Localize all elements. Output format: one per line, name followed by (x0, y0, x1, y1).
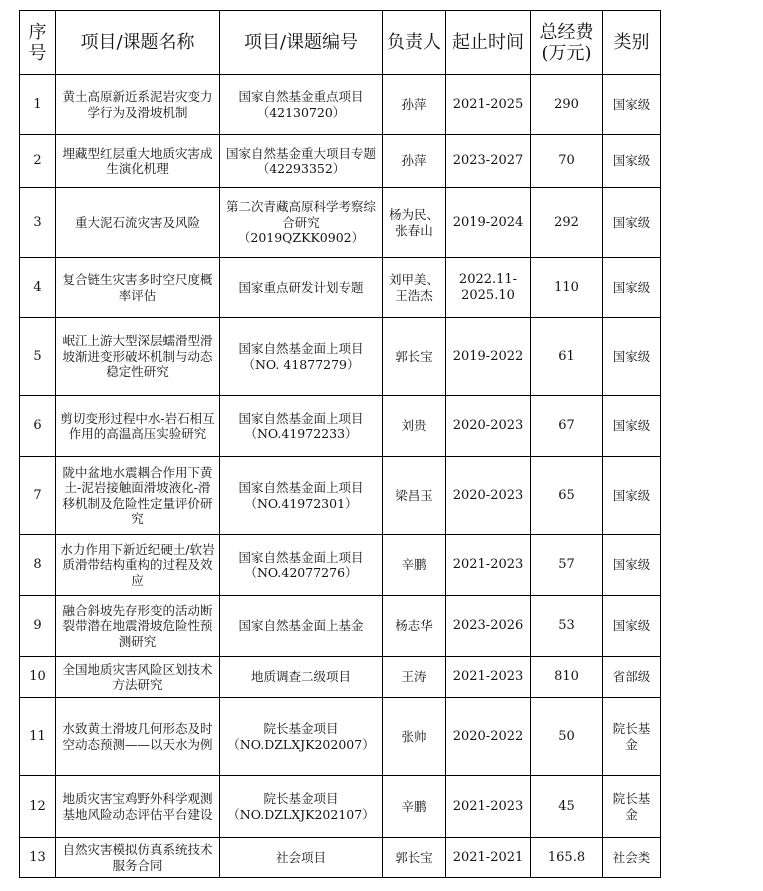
row-leader: 刘甲美、王浩杰 (383, 258, 446, 318)
row-name: 水致黄土滑坡几何形态及时空动态预测——以天水为例 (56, 698, 220, 776)
row-id: 13 (20, 838, 56, 878)
row-code: 院长基金项目（NO.DZLXJK202107） (220, 776, 383, 838)
row-category: 国家级 (603, 188, 661, 258)
row-period: 2022.11-2025.10 (446, 258, 531, 318)
row-period: 2020-2022 (446, 698, 531, 776)
row-code: 地质调查二级项目 (220, 657, 383, 698)
row-code: 国家自然基金面上项目（NO. 41877279） (220, 318, 383, 396)
row-name: 重大泥石流灾害及风险 (56, 188, 220, 258)
row-id: 8 (20, 535, 56, 596)
row-period: 2021-2025 (446, 75, 531, 135)
table-row (20, 396, 661, 457)
row-period: 2019-2024 (446, 188, 531, 258)
row-code: 国家自然基金面上项目（NO.41972301） (220, 457, 383, 535)
row-id: 12 (20, 776, 56, 838)
row-funding: 292 (531, 188, 603, 258)
row-leader: 杨志华 (383, 596, 446, 657)
row-category: 院长基金 (603, 776, 661, 838)
row-category: 院长基金 (603, 698, 661, 776)
header-category: 类别 (603, 11, 661, 75)
row-code: 国家自然基金重点项目（42130720） (220, 75, 383, 135)
row-name: 全国地质灾害风险区划技术方法研究 (56, 657, 220, 698)
row-id: 11 (20, 698, 56, 776)
row-name: 岷江上游大型深层蠕滑型滑坡渐进变形破坏机制与动态稳定性研究 (56, 318, 220, 396)
header-leader: 负责人 (383, 11, 446, 75)
row-category: 国家级 (603, 258, 661, 318)
row-id: 3 (20, 188, 56, 258)
row-funding: 810 (531, 657, 603, 698)
row-category: 国家级 (603, 535, 661, 596)
row-leader: 孙萍 (383, 75, 446, 135)
row-code: 社会项目 (220, 838, 383, 878)
row-code: 国家自然基金面上项目（NO.41972233） (220, 396, 383, 457)
table-row (20, 75, 661, 135)
row-name: 剪切变形过程中水-岩石相互作用的高温高压实验研究 (56, 396, 220, 457)
row-category: 国家级 (603, 396, 661, 457)
row-id: 6 (20, 396, 56, 457)
row-category: 国家级 (603, 135, 661, 188)
row-leader: 辛鹏 (383, 535, 446, 596)
row-category: 社会类 (603, 838, 661, 878)
row-funding: 110 (531, 258, 603, 318)
table-row (20, 258, 661, 318)
row-period: 2021-2023 (446, 657, 531, 698)
table-row (20, 776, 661, 838)
row-code: 国家自然基金重大项目专题（42293352） (220, 135, 383, 188)
row-leader: 张帅 (383, 698, 446, 776)
row-period: 2021-2023 (446, 776, 531, 838)
row-id: 9 (20, 596, 56, 657)
row-name: 地质灾害宝鸡野外科学观测基地风险动态评估平台建设 (56, 776, 220, 838)
table-row (20, 318, 661, 396)
row-leader: 梁昌玉 (383, 457, 446, 535)
row-code: 国家自然基金面上基金 (220, 596, 383, 657)
row-funding: 70 (531, 135, 603, 188)
row-name: 复合链生灾害多时空尺度概率评估 (56, 258, 220, 318)
row-name: 水力作用下新近纪硬土/软岩质滑带结构重构的过程及效应 (56, 535, 220, 596)
header-row (20, 11, 661, 75)
row-category: 国家级 (603, 596, 661, 657)
row-leader: 杨为民、张春山 (383, 188, 446, 258)
project-table-container (19, 10, 661, 878)
row-leader: 孙萍 (383, 135, 446, 188)
table-row (20, 535, 661, 596)
row-category: 国家级 (603, 75, 661, 135)
row-id: 2 (20, 135, 56, 188)
row-name: 融合斜坡先存形变的活动断裂带潜在地震滑坡危险性预测研究 (56, 596, 220, 657)
row-leader: 郭长宝 (383, 838, 446, 878)
row-funding: 290 (531, 75, 603, 135)
row-period: 2021-2021 (446, 838, 531, 878)
row-funding: 67 (531, 396, 603, 457)
header-period: 起止时间 (446, 11, 531, 75)
row-id: 1 (20, 75, 56, 135)
row-code: 国家重点研发计划专题 (220, 258, 383, 318)
row-category: 国家级 (603, 318, 661, 396)
row-funding: 53 (531, 596, 603, 657)
row-id: 7 (20, 457, 56, 535)
row-period: 2021-2023 (446, 535, 531, 596)
row-period: 2019-2022 (446, 318, 531, 396)
project-table (19, 10, 661, 878)
row-funding: 50 (531, 698, 603, 776)
row-category: 国家级 (603, 457, 661, 535)
row-leader: 刘贵 (383, 396, 446, 457)
table-row (20, 838, 661, 878)
row-funding: 65 (531, 457, 603, 535)
row-period: 2023-2027 (446, 135, 531, 188)
table-row (20, 457, 661, 535)
row-id: 5 (20, 318, 56, 396)
row-period: 2023-2026 (446, 596, 531, 657)
row-leader: 郭长宝 (383, 318, 446, 396)
row-leader: 辛鹏 (383, 776, 446, 838)
row-name: 黄土高原新近系泥岩灾变力学行为及滑坡机制 (56, 75, 220, 135)
header-id: 序号 (20, 11, 56, 75)
row-category: 省部级 (603, 657, 661, 698)
row-period: 2020-2023 (446, 457, 531, 535)
table-row (20, 657, 661, 698)
table-row (20, 596, 661, 657)
header-name: 项目/课题名称 (56, 11, 220, 75)
row-id: 10 (20, 657, 56, 698)
header-code: 项目/课题编号 (220, 11, 383, 75)
table-row (20, 135, 661, 188)
table-row (20, 698, 661, 776)
row-leader: 王涛 (383, 657, 446, 698)
header-funding: 总经费(万元) (531, 11, 603, 75)
row-funding: 57 (531, 535, 603, 596)
table-row (20, 188, 661, 258)
row-funding: 165.8 (531, 838, 603, 878)
row-id: 4 (20, 258, 56, 318)
row-name: 自然灾害模拟仿真系统技术服务合同 (56, 838, 220, 878)
row-code: 院长基金项目（NO.DZLXJK202007） (220, 698, 383, 776)
row-name: 陇中盆地水震耦合作用下黄土-泥岩接触面滑坡液化-滑移机制及危险性定量评价研究 (56, 457, 220, 535)
row-code: 国家自然基金面上项目（NO.42077276） (220, 535, 383, 596)
row-code: 第二次青藏高原科学考察综合研究（2019QZKK0902） (220, 188, 383, 258)
row-funding: 61 (531, 318, 603, 396)
row-name: 埋藏型红层重大地质灾害成生演化机理 (56, 135, 220, 188)
row-period: 2020-2023 (446, 396, 531, 457)
row-funding: 45 (531, 776, 603, 838)
